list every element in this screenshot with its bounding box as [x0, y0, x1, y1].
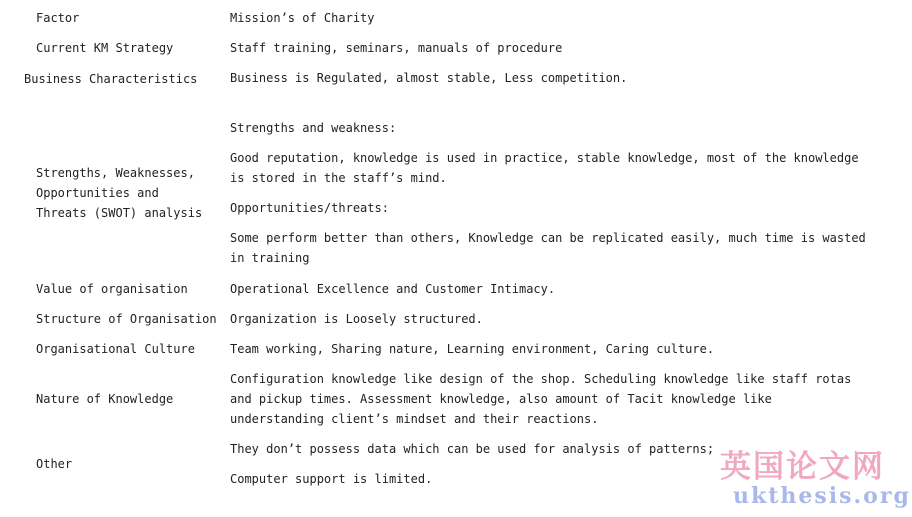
factor-other: Other	[36, 457, 73, 471]
factor-organisational-culture: Organisational Culture	[36, 342, 195, 356]
desc-business-characteristics: Business is Regulated, almost stable, Less competition.	[230, 71, 628, 85]
factor-structure-of-organisation: Structure of Organisation	[36, 312, 217, 326]
factor-value-of-organisation: Value of organisation	[36, 282, 188, 296]
factor-header: Factor	[36, 11, 80, 25]
desc-value-of-organisation: Operational Excellence and Customer Intimacy.	[230, 282, 556, 296]
desc-other-computer-support: Computer support is limited.	[230, 472, 433, 486]
factor-current-km-strategy: Current KM Strategy	[36, 41, 174, 55]
desc-current-km-strategy: Staff training, seminars, manuals of procedure	[230, 41, 563, 55]
desc-organisational-culture: Team working, Sharing nature, Learning environment, Caring culture.	[230, 342, 715, 356]
desc-structure-of-organisation: Organization is Loosely structured.	[230, 312, 483, 326]
desc-nature-of-knowledge: Configuration knowledge like design of the shop. Scheduling knowledge like staff rotas and pickup times. Assessment knowledge, also amount of Tacit knowledge like understanding client’s mindset and their reactions.	[230, 372, 852, 426]
watermark-chinese: 英国论文网	[720, 449, 885, 485]
desc-swot-strengths-text: Good reputation, knowledge is used in practice, stable knowledge, most of the knowledge is stored in the staff’s mind.	[230, 151, 859, 185]
desc-header: Mission’s of Charity	[230, 11, 375, 25]
factor-nature-of-knowledge: Nature of Knowledge	[36, 392, 174, 406]
factor-swot: Strengths, Weaknesses, Opportunities and Threats (SWOT) analysis	[36, 166, 203, 220]
desc-other-data: They don’t possess data which can be used for analysis of patterns;	[230, 442, 715, 456]
desc-swot-opportunities-text: Some perform better than others, Knowledge can be replicated easily, much time is wasted in training	[230, 231, 866, 265]
desc-swot-strengths-heading: Strengths and weakness:	[230, 121, 397, 135]
factor-business-characteristics: Business Characteristics	[24, 72, 198, 86]
watermark-url: ukthesis.org	[733, 483, 911, 509]
desc-swot-opportunities-heading: Opportunities/threats:	[230, 201, 389, 215]
